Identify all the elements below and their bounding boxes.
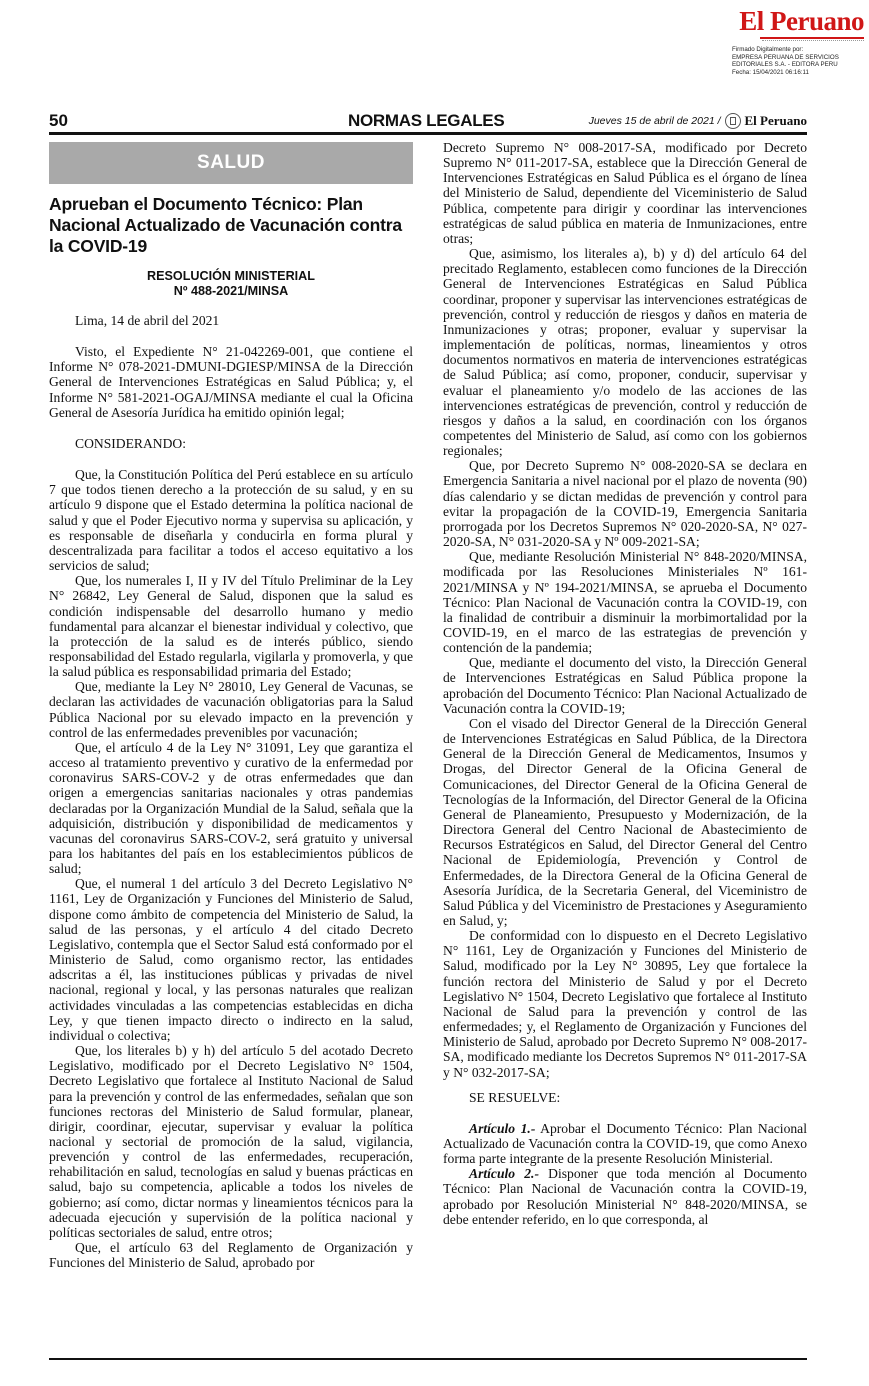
article-title: Aprueban el Documento Técnico: Plan Nacional Actualizado de Vacunación contra la COVID-19 bbox=[49, 194, 402, 256]
section-title: NORMAS LEGALES bbox=[348, 111, 505, 130]
article-2-text: Disponer que toda mención al Documento Técnico: Plan Nacional de Vacunación contra la COVID-19, aprobado por Resolución Ministerial N° 848-2020/MINSA, se debe entender referido, en lo que corresponda, al bbox=[443, 1166, 807, 1227]
paragraph: Que, el artículo 63 del Reglamento de Organización y Funciones del Ministerio de Salud, aprobado por bbox=[49, 1240, 413, 1271]
footer-rule bbox=[49, 1358, 807, 1360]
paragraph: Visto, el Expediente N° 21-042269-001, que contiene el Informe N° 078-2021-DMUNI-DGIESP/MINSA de la Dirección General de Intervenciones Estratégicas en Salud Pública; y, el Informe N° 581-2021-OGAJ/MINSA mediante el cual la Oficina General de Asesoría Jurídica ha emitido opinión legal; bbox=[49, 344, 413, 420]
page-number: 50 bbox=[49, 111, 68, 130]
paragraph: Que, asimismo, los literales a), b) y d) del artículo 64 del precitado Reglamento, establecen como funciones de la Dirección General de Intervenciones Estratégicas en Salud Pública coordinar, proponer y supervisar las intervenciones estratégicas de prevención, control y reducción de riesgos y daños en materia de Inmunizaciones y otras; proponer, evaluar y supervisar la implementación de políticas, normas, lineamientos y otros documentos normativos en materia de intervenciones estratégicas de Salud Pública; así como, proponer, conducir, supervisar y evaluar el planeamiento y/o modelo de las acciones de las intervenciones estratégicas de prevención, control y reducción de riesgos y daños a la salud, en coordinación con los órganos competentes del Ministerio de Salud, así como con los gobiernos regionales; bbox=[443, 246, 807, 459]
digital-signature: Firmado Digitalmente por: EMPRESA PERUANA DE SERVICIOS EDITORIALES S.A. - EDITORA PERU Fecha: 15/04/2021 06:16:11 bbox=[732, 46, 839, 76]
se-resuelve-heading: SE RESUELVE: bbox=[469, 1089, 561, 1105]
paragraph: Que, por Decreto Supremo N° 008-2020-SA se declara en Emergencia Sanitaria a nivel nacional por el plazo de noventa (90) días calendario y se dictan medidas de prevención y control para evitar la propagación de la COVID-19, Emergencia Sanitaria prorrogada por los Decretos Supremos N° 020-2020-SA, N° 027-2020-SA, N° 031-2020-SA y Nº 009-2021-SA; bbox=[443, 458, 807, 550]
paragraph: Que, los literales b) y h) del artículo 5 del acotado Decreto Legislativo, modificado por el Decreto Legislativo N° 1504, Decreto Legislativo que fortalece al Instituto Nacional de Salud para la prevención y control de las enfermedades, señalan que son funciones rectoras del Ministerio de Salud formular, planear, dirigir, coordinar, ejecutar, supervisar y evaluar la política nacional y sectorial de promoción de la salud, vigilancia, prevención y control de las enfermedades, recuperación, rehabilitación en salud, tecnologías en salud y buenas prácticas en salud, bajo su competencia, aplicable a todos los niveles de gobierno; así como, dictar normas y lineamientos técnicos para la adecuada ejecución y supervisión de la política nacional y políticas sectoriales de salud, entre otros; bbox=[49, 1043, 413, 1240]
article-1-text: Aprobar el Documento Técnico: Plan Nacional Actualizado de Vacunación contra la COVID-19, que como Anexo forma parte integrante de la presente Resolución Ministerial. bbox=[443, 1120, 807, 1167]
article-1 bbox=[443, 1121, 807, 1166]
header-date-block bbox=[589, 113, 807, 129]
paragraph: Que, el artículo 4 de la Ley N° 31091, Ley que garantiza el acceso al tratamiento preventivo y curativo de la enfermedad por coronavirus SARS-COV-2 y de otras enfermedades que dan origen a emergencias sanitarias nacionales y otras pandemias declaradas por la Organización Mundial de la Salud, señala que la adquisición, distribución y disponibilidad de medicamentos y vacunas del coronavirus SARS-COV-2, será gratuito y universal para los habitantes del país en los establecimientos públicos de salud; bbox=[49, 739, 413, 877]
resolution-heading bbox=[49, 269, 413, 299]
el-peruano-logo: El Peruano bbox=[739, 6, 864, 36]
left-column bbox=[49, 142, 413, 1270]
paragraph: Decreto Supremo N° 008-2017-SA, modificado por Decreto Supremo N° 011-2017-SA, establece que la Dirección General de Intervenciones Estratégicas en Salud Pública es el órgano de línea del Ministerio de Salud, dependiente del Viceministerio de Salud Pública, competente para dirigir y coordinar las intervenciones estratégicas de salud pública en materia de Inmunizaciones, entre otras; bbox=[443, 140, 807, 246]
paragraph: Que, mediante la Ley N° 28010, Ley General de Vacunas, se declaran las actividades de vacunación obligatorias para la Salud Pública Nacional por su elevado impacto en la prevención y control de las enfermedades prevenibles por vacunación; bbox=[49, 679, 413, 740]
considerando-heading: CONSIDERANDO: bbox=[75, 435, 187, 451]
masthead bbox=[700, 6, 864, 102]
logo-tagline-line bbox=[762, 40, 864, 44]
article-2 bbox=[443, 1166, 807, 1227]
crest-icon bbox=[725, 113, 741, 129]
paragraph: Que, los numerales I, II y IV del Título Preliminar de la Ley N° 26842, Ley General de Salud, disponen que la salud es condición indispensable del desarrollo humano y medio fundamental para alcanzar el bienestar individual y colectivo, que la protección de la salud es de interés público, siendo responsabilidad del Estado regularla, vigilarla y promoverla, y que la salud pública es responsabilidad primaria del Estado; bbox=[49, 573, 413, 680]
right-column bbox=[443, 140, 807, 1227]
paragraph: Con el visado del Director General de la Dirección General de Intervenciones Estratégicas en Salud Pública, de la Directora General de la Dirección General de Medicamentos, Insumos y Drogas, del Director General de la Oficina General de Comunicaciones, del Director General de la Oficina General de Tecnologías de la Información, del Director General de la Oficina General de Planeamiento, Presupuesto y Modernización, de la Directora General del Centro Nacional de Abastecimiento de Recursos Estratégicos en Salud, del Director General del Centro Nacional de Epidemiología, Prevención y Control de Enfermedades, de la Directora General de la Oficina General de Asesoría Jurídica, de la Secretaria General, del Viceministro de Salud Pública y del Viceministro de Prestaciones y Aseguramiento en Salud, y; bbox=[443, 715, 807, 928]
logo-rule bbox=[760, 37, 864, 39]
paragraph: Que, mediante el documento del visto, la Dirección General de Intervenciones Estratégicas en Salud Pública propone la aprobación del Documento Técnico: Plan Nacional Actualizado de Vacunación contra la COVID-19; bbox=[443, 655, 807, 716]
date-line: Lima, 14 de abril del 2021 bbox=[75, 313, 220, 328]
header-publication: El Peruano bbox=[744, 113, 807, 128]
paragraph: Que, el numeral 1 del artículo 3 del Decreto Legislativo N° 1161, Ley de Organización y Funciones del Ministerio de Salud, dispone como ámbito de competencia del Ministerio de Salud, la salud de las personas, y el artículo 4 del citado Decreto Legislativo, contempla que el Sector Salud está conformado por el Ministerio de Salud, como organismo rector, las entidades adscritas a él, las instituciones públicas y privadas de nivel nacional, regional y local, y las personas naturales que realizan actividades vinculadas a las competencias establecidas en dicha Ley, y que tienen impacto directo o indirecto en la salud, individual o colectiva; bbox=[49, 876, 413, 1043]
article-1-label: Artículo 1.- bbox=[469, 1120, 536, 1136]
header-date: Jueves 15 de abril de 2021 / bbox=[588, 115, 721, 127]
paragraph: De conformidad con lo dispuesto en el Decreto Legislativo N° 1161, Ley de Organización y Funciones del Ministerio de Salud, modificado por la Ley N° 30895, Ley que fortalece la función rectora del Ministerio de Salud y por el Decreto Legislativo N° 1504, Decreto Legislativo que fortalece al Instituto Nacional de Salud para la prevención y control de las enfermedades; y, el Reglamento de Organización y Funciones del Ministerio de Salud, aprobado por Decreto Supremo N° 008-2017-SA, modificado mediante los Decretos Supremos N° 011-2017-SA y N° 032-2017-SA; bbox=[443, 928, 807, 1080]
article-2-label: Artículo 2.- bbox=[469, 1166, 539, 1182]
paragraph: Que, mediante Resolución Ministerial N° 848-2020/MINSA, modificada por las Resoluciones Ministeriales Nº 161-2021/MINSA y Nº 194-2021/MINSA, se aprueba el Documento Técnico: Plan Nacional de Vacunación contra la COVID-19, con la finalidad de contribuir a disminuir la morbimortalidad por la COVID-19, en el marco de las estrategias de prevención y contención de la pandemia; bbox=[443, 549, 807, 656]
resolution-type: RESOLUCIÓN MINISTERIAL bbox=[147, 269, 315, 283]
page-header bbox=[49, 112, 807, 135]
paragraph: Que, la Constitución Política del Perú establece en su artículo 7 que todos tienen derecho a la protección de su salud, y en su artículo 9 dispone que el Estado determina la política nacional de salud y que el Poder Ejecutivo norma y supervisa su aplicación, y es responsable de diseñarla y conducirla en forma plural y descentralizada para facilitar a todos el acceso equitativo a los servicios de salud; bbox=[49, 467, 413, 574]
section-banner: SALUD bbox=[49, 142, 413, 184]
resolution-number: Nº 488-2021/MINSA bbox=[173, 284, 289, 298]
